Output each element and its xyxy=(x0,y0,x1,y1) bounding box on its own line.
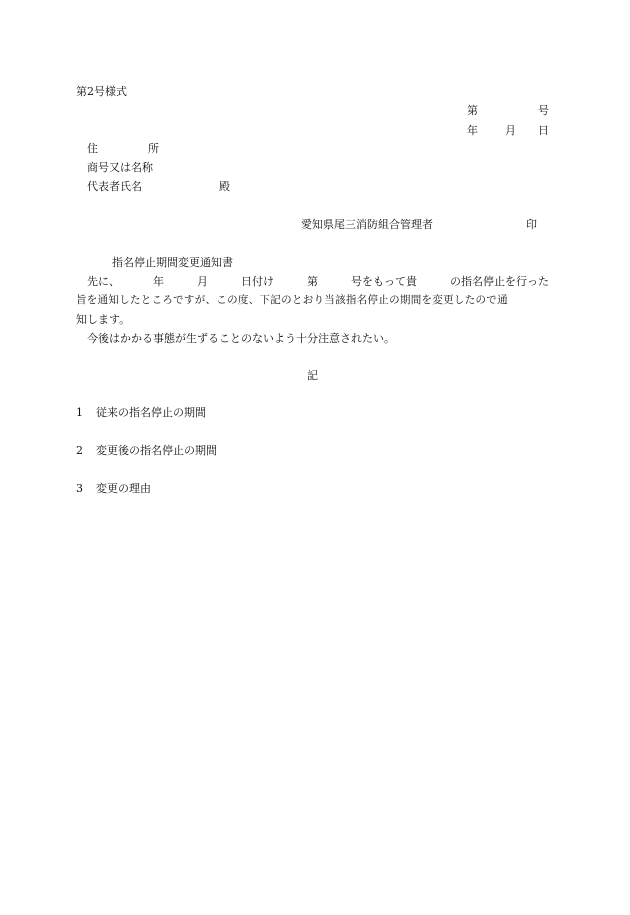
item-3-text: 変更の理由 xyxy=(96,482,151,495)
body-line-1-part-3: 月 xyxy=(197,275,208,288)
form-number: 第2号様式 xyxy=(76,85,127,98)
body-line-1-part-6: 号をもって貴 xyxy=(351,275,417,288)
item-2-number: 2 xyxy=(76,444,83,457)
body-line-1-part-2: 年 xyxy=(153,275,164,288)
body-line-4: 今後はかかる事態が生ずることのないよう十分注意されたい。 xyxy=(87,332,395,345)
item-2-text: 変更後の指名停止の期間 xyxy=(96,444,217,457)
item-1-number: 1 xyxy=(76,406,83,419)
item-3-number: 3 xyxy=(76,482,83,495)
body-line-1-part-4: 日付け xyxy=(241,275,274,288)
body-line-1 xyxy=(87,276,549,287)
representative-label: 代表者氏名 xyxy=(87,180,142,193)
address-label-char1: 住 xyxy=(87,142,98,155)
body-line-1-part-5: 第 xyxy=(307,275,318,288)
body-line-3: 知します。 xyxy=(76,313,131,326)
date-year: 年 xyxy=(467,124,478,137)
date-month: 月 xyxy=(505,124,516,137)
body-line-1-part-7: の指名停止を行った xyxy=(450,275,549,288)
notice-title: 指名停止期間変更通知書 xyxy=(112,256,233,269)
date-day: 日 xyxy=(538,124,549,137)
ki-heading: 記 xyxy=(307,369,318,382)
number-suffix: 号 xyxy=(538,104,549,117)
item-1 xyxy=(76,407,206,418)
address-label-char2: 所 xyxy=(148,142,159,155)
number-prefix: 第 xyxy=(467,104,478,117)
item-1-text: 従来の指名停止の期間 xyxy=(96,406,206,419)
company-name-label: 商号又は名称 xyxy=(87,161,153,174)
item-2 xyxy=(76,445,217,456)
sender-name: 愛知県尾三消防組合管理者 xyxy=(301,218,433,231)
item-3 xyxy=(76,483,151,494)
seal-mark: 印 xyxy=(526,218,537,231)
body-line-2: 旨を通知したところですが、この度、下記のとおり当該指名停止の期間を変更したので通 xyxy=(76,294,508,306)
body-line-1-part-1: 先に、 xyxy=(87,275,120,288)
honorific: 殿 xyxy=(219,180,230,193)
